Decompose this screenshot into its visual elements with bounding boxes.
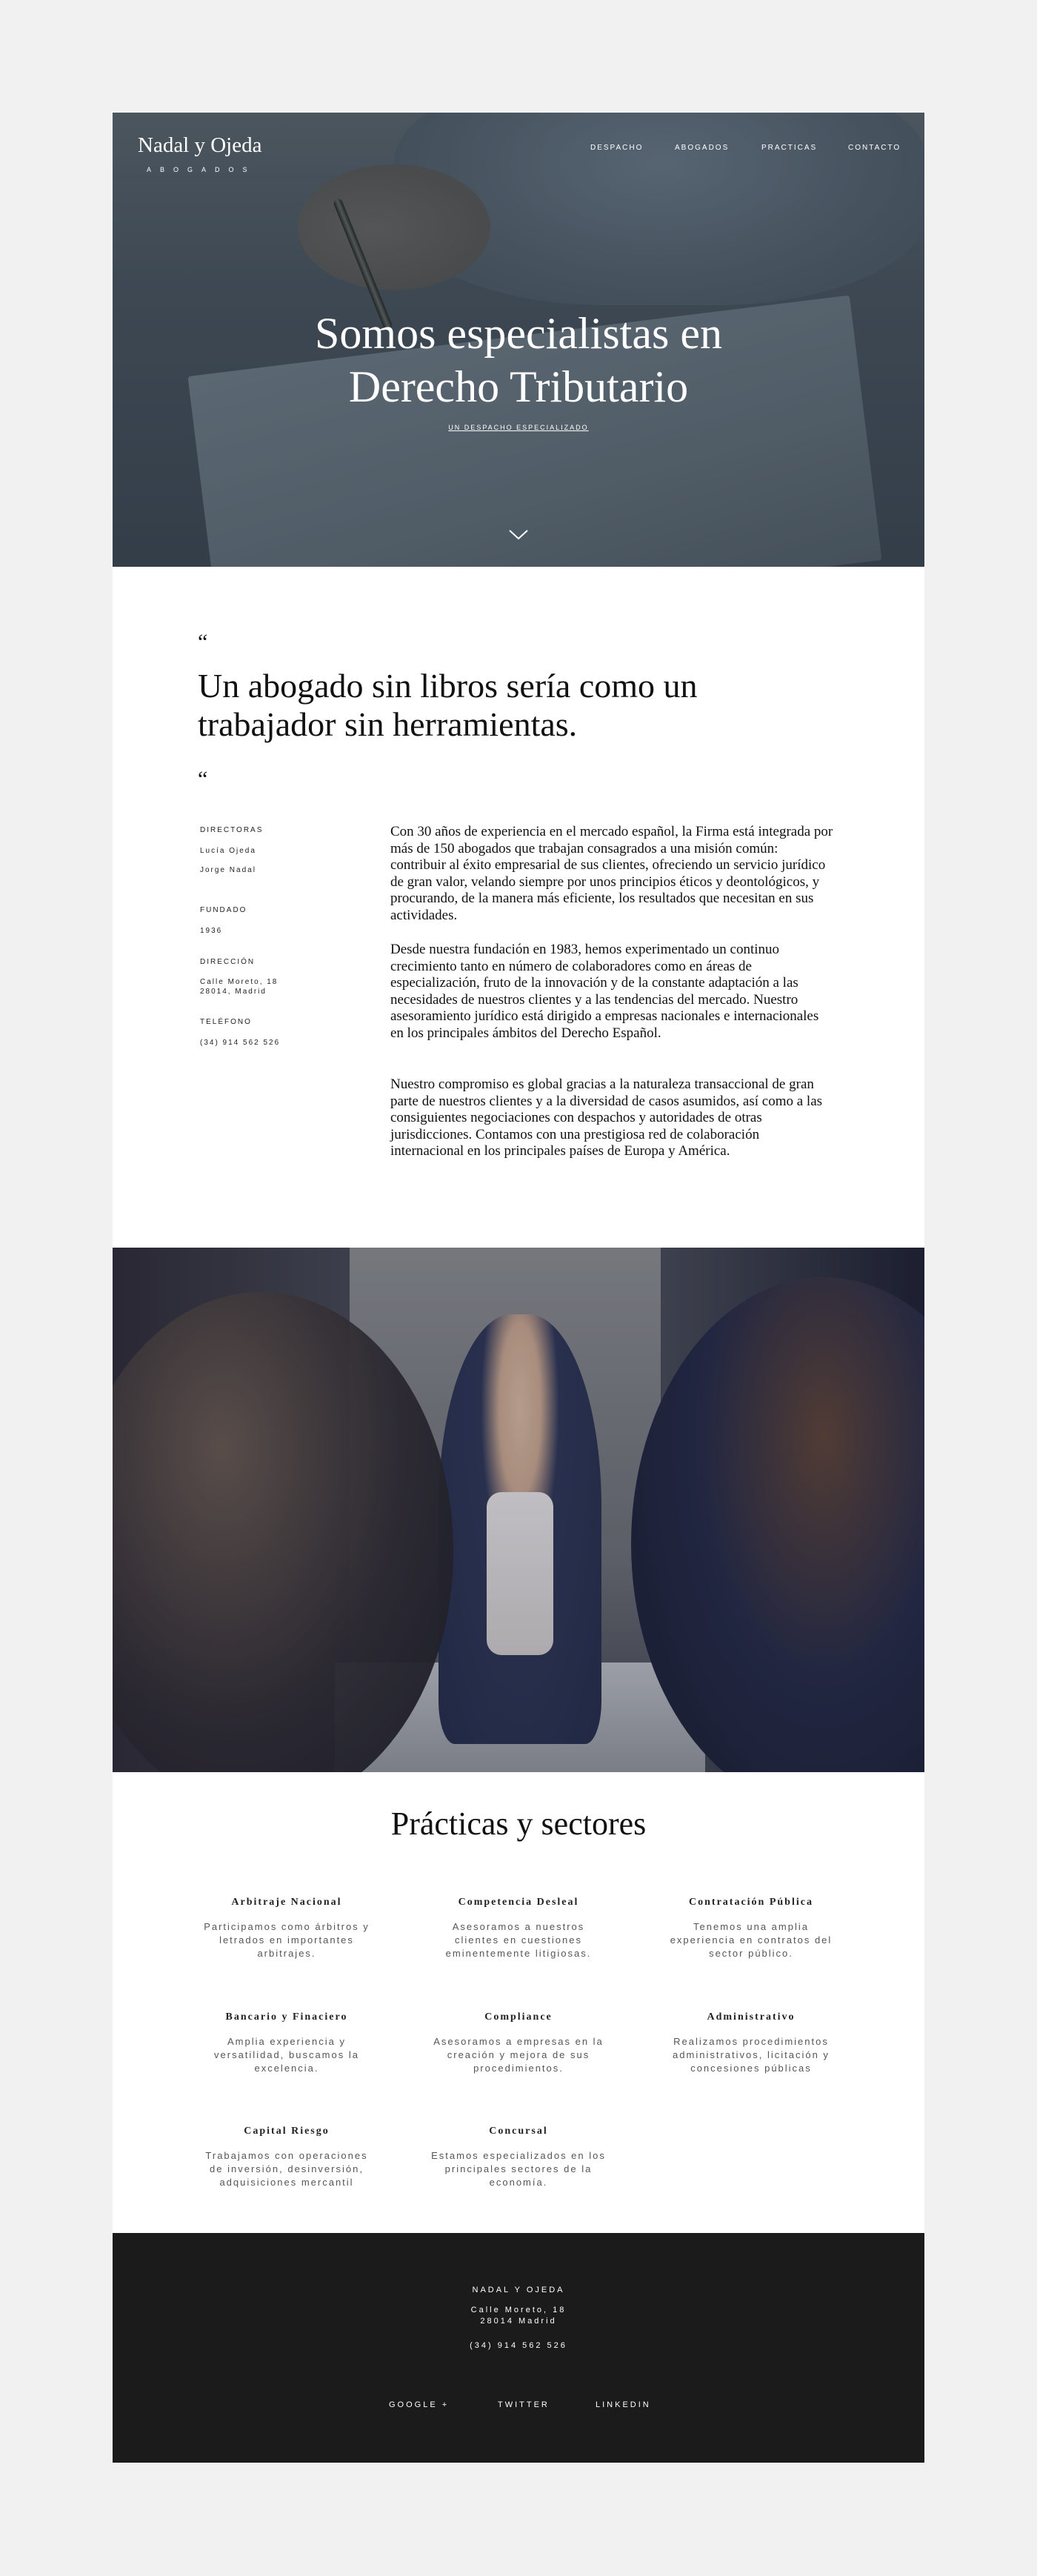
meeting-photo-overlay xyxy=(113,1248,924,1772)
practice-item[interactable] xyxy=(198,1897,376,1960)
founded-label: FUNDADO xyxy=(200,906,247,914)
footer-link-linkedin[interactable]: LINKEDIN xyxy=(596,2400,651,2409)
nav-despacho[interactable]: DESPACHO xyxy=(590,144,644,152)
founded-value: 1936 xyxy=(200,927,223,935)
practice-description: Amplia experiencia y versatilidad, buscamos la excelencia. xyxy=(214,2036,359,2074)
meeting-photo xyxy=(113,1248,924,1772)
hero-title xyxy=(113,307,924,413)
logo-subtitle: ABOGADOS xyxy=(147,166,256,173)
director-1: Lucía Ojeda xyxy=(200,847,256,855)
practice-description: Asesoramos a nuestros clientes en cuestiones eminentemente litigiosas. xyxy=(445,1921,592,1959)
quote-line2: trabajador sin herramientas. xyxy=(198,705,578,743)
about-paragraph-3: Nuestro compromiso es global gracias a la naturaleza transaccional de gran parte de nuestros clientes y a la diversidad de casos asumidos, así como a las consiguientes negociaciones con despachos y autoridades de otras jurisdicciones. Contamos con una prestigiosa red de colaboración internacional en los principales países de Europa y América. xyxy=(390,1076,823,1159)
practice-description: Asesoramos a empresas en la creación y mejora de sus procedimientos. xyxy=(433,2036,604,2074)
practice-title: Contratación Pública xyxy=(689,1897,813,1908)
footer-address-line2: 28014 Madrid xyxy=(480,2317,557,2326)
footer-phone[interactable]: (34) 914 562 526 xyxy=(470,2341,567,2350)
logo-title[interactable]: Nadal y Ojeda xyxy=(138,133,262,157)
practice-item[interactable] xyxy=(198,2011,376,2075)
nav-abogados[interactable]: ABOGADOS xyxy=(675,144,730,152)
footer xyxy=(113,2233,924,2463)
practice-title: Arbitraje Nacional xyxy=(231,1897,342,1908)
practice-title: Capital Riesgo xyxy=(244,2126,330,2137)
page-frame xyxy=(113,113,924,2463)
practice-description: Participamos como árbitros y letrados en importantes arbitrajes. xyxy=(204,1921,370,1959)
address-line2: 28014, Madrid xyxy=(200,988,267,996)
hero-title-line1: Somos especialistas en xyxy=(315,309,722,358)
practice-item[interactable] xyxy=(662,1897,840,1960)
footer-company-name: NADAL Y OJEDA xyxy=(472,2286,565,2294)
director-2: Jorge Nadal xyxy=(200,866,256,874)
address-label: DIRECCIÓN xyxy=(200,958,256,966)
footer-address-line1: Calle Moreto, 18 xyxy=(470,2306,567,2314)
practice-item[interactable] xyxy=(430,1897,607,1960)
practice-description: Estamos especializados en los principales sectores de la economía. xyxy=(431,2150,606,2188)
footer-link-google-plus[interactable]: GOOGLE + xyxy=(389,2400,450,2409)
hero-title-line2: Derecho Tributario xyxy=(348,362,689,411)
practice-item[interactable] xyxy=(198,2126,376,2189)
practice-item[interactable] xyxy=(662,2011,840,2075)
practices-title: Prácticas y sectores xyxy=(390,1805,647,1842)
practice-title: Bancario y Finaciero xyxy=(225,2011,348,2023)
practice-description: Tenemos una amplia experiencia en contratos del sector público. xyxy=(670,1921,833,1959)
practice-title: Concursal xyxy=(489,2126,548,2137)
nav-contacto[interactable]: CONTACTO xyxy=(848,144,901,152)
address-line1: Calle Moreto, 18 xyxy=(200,978,279,986)
directors-label: DIRECTORAS xyxy=(200,826,264,834)
hero-section xyxy=(113,113,924,567)
hero-subtitle[interactable]: UN DESPACHO ESPECIALIZADO xyxy=(448,424,589,431)
practice-title: Competencia Desleal xyxy=(458,1897,579,1908)
practice-item[interactable] xyxy=(430,2011,607,2075)
main-nav xyxy=(113,144,924,159)
quote-close-mark: “ xyxy=(198,767,208,791)
about-paragraph-1: Con 30 años de experiencia en el mercado español, la Firma está integrada por más de 150 abogados que trabajan consagrados a una misión común: contribuir al éxito empresarial de sus clientes, ofreciendo un servicio jurídico de gran valor, velando siempre por unos principios éticos y deontológicos, y procurando, de la manera más eficiente, los resultados que necesitan en sus actividades. xyxy=(390,824,833,923)
phone-label: TELÉFONO xyxy=(200,1018,252,1026)
nav-practicas[interactable]: PRACTICAS xyxy=(761,144,818,152)
about-paragraph-2: Desde nuestra fundación en 1983, hemos experimentado un continuo crecimiento tanto en número de colaboradores como en áreas de especialización, fruto de la innovación y de la constante adaptación a las necesidades de nuestros clientes y a las tendencias del mercado. Nuestro asesoramiento jurídico está dirigido a empresas nacionales e internacionales en los principales ámbitos del Derecho Español. xyxy=(390,942,819,1041)
practice-description: Realizamos procedimientos administrativos, licitación y concesiones públicas xyxy=(673,2036,830,2074)
chevron-down-icon[interactable] xyxy=(508,529,529,541)
practice-title: Compliance xyxy=(484,2011,553,2023)
quote-text xyxy=(198,667,790,744)
quote-open-mark: “ xyxy=(198,630,208,654)
practice-title: Administrativo xyxy=(707,2011,796,2023)
practice-description: Trabajamos con operaciones de inversión, desinversión, adquisiciones mercantil xyxy=(205,2150,368,2188)
quote-line1: Un abogado sin libros sería como un xyxy=(198,667,698,705)
footer-link-twitter[interactable]: TWITTER xyxy=(498,2400,550,2409)
phone-value[interactable]: (34) 914 562 526 xyxy=(200,1039,281,1047)
practice-item[interactable] xyxy=(430,2126,607,2189)
